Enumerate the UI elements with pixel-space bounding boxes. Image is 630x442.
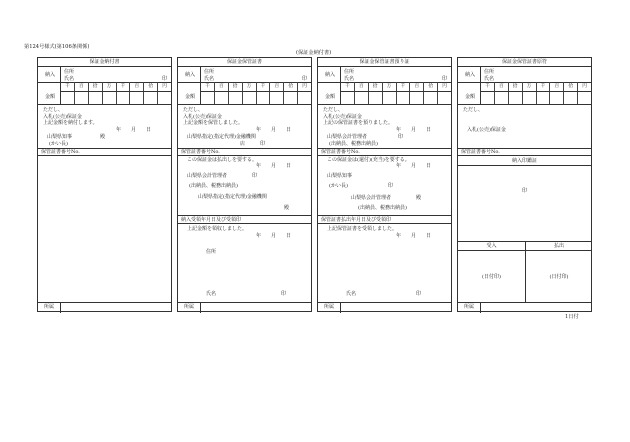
date-label: 年 月 日 xyxy=(116,127,152,133)
payout-line: 上記保管証書を受領しました。 xyxy=(327,226,398,232)
seal-mark: 印 xyxy=(521,188,527,194)
lower-line: この保証金は(還付)(充当)を要する。 xyxy=(327,157,410,163)
footer-label: 所属 xyxy=(44,304,55,310)
addressee: 山梨県知事 xyxy=(47,134,73,140)
seal-mark: 印 xyxy=(162,76,168,82)
payout-line: 年 月 日 xyxy=(396,233,432,239)
note-line: ただし、 xyxy=(183,107,204,113)
seal-mark: 印 xyxy=(302,76,308,82)
form-title: 保証金納付書 xyxy=(89,59,120,65)
addressee: 山梨県会計管理者 xyxy=(327,134,368,140)
note-line: 上記金額を保管しました。 xyxy=(183,120,244,126)
payer-label: 納入 xyxy=(185,72,196,78)
form-payment-slip xyxy=(37,57,172,312)
receive-column: 受入 xyxy=(486,243,497,249)
cert-number-label: 保管証書番号No. xyxy=(181,149,220,155)
lower-line: (出納員、税務出納員) xyxy=(358,205,407,211)
name-label: 氏名 xyxy=(204,76,215,82)
honorific: 殿 xyxy=(100,134,106,140)
lower-line: 山梨県知事 xyxy=(327,173,353,179)
name-label: 氏名 xyxy=(344,76,355,82)
lower-line: 殿 xyxy=(284,205,290,211)
receipt-section-title: 納入受領年月日及び受領印 xyxy=(181,217,242,223)
note-line: 上記の保管証書を預りました。 xyxy=(323,120,394,126)
office: (かい長) xyxy=(49,141,68,147)
lower-line: 年 月 日 xyxy=(256,163,292,169)
lower-line: (出納員、税務出納員) xyxy=(189,183,238,189)
receipt-line: 年 月 日 xyxy=(256,233,292,239)
note-line: 上記金額を納付します。 xyxy=(43,120,98,126)
address-label: 住所 xyxy=(344,69,355,75)
form-subtitle: (保証金納付書) xyxy=(296,50,332,56)
payout-line: 氏名 印 xyxy=(346,291,422,297)
note-line: ただし、 xyxy=(323,107,344,113)
office: (出納員、税務出納員) xyxy=(329,141,378,147)
digit-header: 千 百 拾 万 千 百 拾 円 xyxy=(60,82,171,91)
lower-line: 年 月 日 xyxy=(396,163,432,169)
payer-label: 納入 xyxy=(325,72,336,78)
date-stamp: (日付印) xyxy=(482,274,501,280)
footer-label: 所属 xyxy=(464,304,475,310)
form-certificate-stub xyxy=(457,57,592,312)
address-label: 住所 xyxy=(484,69,495,75)
honorific: 店 印 xyxy=(240,141,266,147)
lower-line: 山梨県会計管理者 殿 xyxy=(351,195,422,201)
digit-header: 千 百 拾 万 千 百 拾 円 xyxy=(200,82,311,91)
address-label: 住所 xyxy=(64,69,75,75)
date-label: 年 月 日 xyxy=(396,127,432,133)
payout-section-title: 保管証書払出年月日及び受領印 xyxy=(321,217,392,223)
page-label: 1日付 xyxy=(565,314,579,320)
receipt-line: 氏名 印 xyxy=(206,291,287,297)
addressee: 山梨県指定(指定代理)金融機関 xyxy=(187,134,256,140)
receipt-line: 上記金額を領収しました。 xyxy=(187,226,248,232)
name-label: 氏名 xyxy=(484,76,495,82)
form-custody-receipt xyxy=(317,57,452,312)
lower-line: この保証金は払出しを要する。 xyxy=(187,157,258,163)
form-number: 第124号様式(第106条関係) xyxy=(24,44,90,50)
amount-label: 金額 xyxy=(465,94,476,100)
note-line: 入札(公売)保証金 xyxy=(43,114,82,120)
lower-line: 山梨県会計管理者 印 xyxy=(187,173,258,179)
amount-label: 金額 xyxy=(185,94,196,100)
cert-number-label: 保管証書番号No. xyxy=(41,149,80,155)
digit-header: 千 百 拾 万 千 百 拾 円 xyxy=(480,82,591,91)
address-label: 住所 xyxy=(204,69,215,75)
amount-label: 金額 xyxy=(325,94,336,100)
form-title: 保証金保管証書原符 xyxy=(501,59,547,65)
lower-line: (かい長) 印 xyxy=(329,183,393,189)
cert-number-label: 保管証書番号No. xyxy=(321,149,360,155)
footer-label: 所属 xyxy=(324,304,335,310)
lower-line: 山梨県指定(指定代理)金融機関 xyxy=(198,194,267,200)
cert-number-label: 保管証書番号No. xyxy=(461,149,500,155)
note-line: 入札(公売)保証金 xyxy=(323,114,362,120)
receipt-line: 住所 xyxy=(206,249,217,255)
name-label: 氏名 xyxy=(64,76,75,82)
note-line: 入札(公売)保証金 xyxy=(183,114,222,120)
footer-label: 所属 xyxy=(184,304,195,310)
seal-cert-title: 納入印鑑証 xyxy=(511,158,537,164)
addressee-seal: 印 xyxy=(398,134,404,140)
form-custody-certificate xyxy=(177,57,312,312)
amount-label: 金額 xyxy=(45,94,56,100)
payout-column: 払出 xyxy=(553,243,564,249)
payer-label: 納入 xyxy=(45,72,56,78)
date-stamp: (日付印) xyxy=(549,274,569,280)
form-title: 保証金保管証書 xyxy=(226,59,262,65)
seal-mark: 印 xyxy=(442,76,448,82)
note-line: ただし、 xyxy=(463,107,484,113)
payer-label: 納入 xyxy=(465,72,476,78)
note-line: ただし、 xyxy=(43,107,64,113)
form-title: 保証金保管証書預り証 xyxy=(359,59,410,65)
note-line: 入札(公売)保証金 xyxy=(467,127,506,133)
date-label: 年 月 日 xyxy=(256,127,292,133)
digit-header: 千 百 拾 万 千 百 拾 円 xyxy=(340,82,451,91)
